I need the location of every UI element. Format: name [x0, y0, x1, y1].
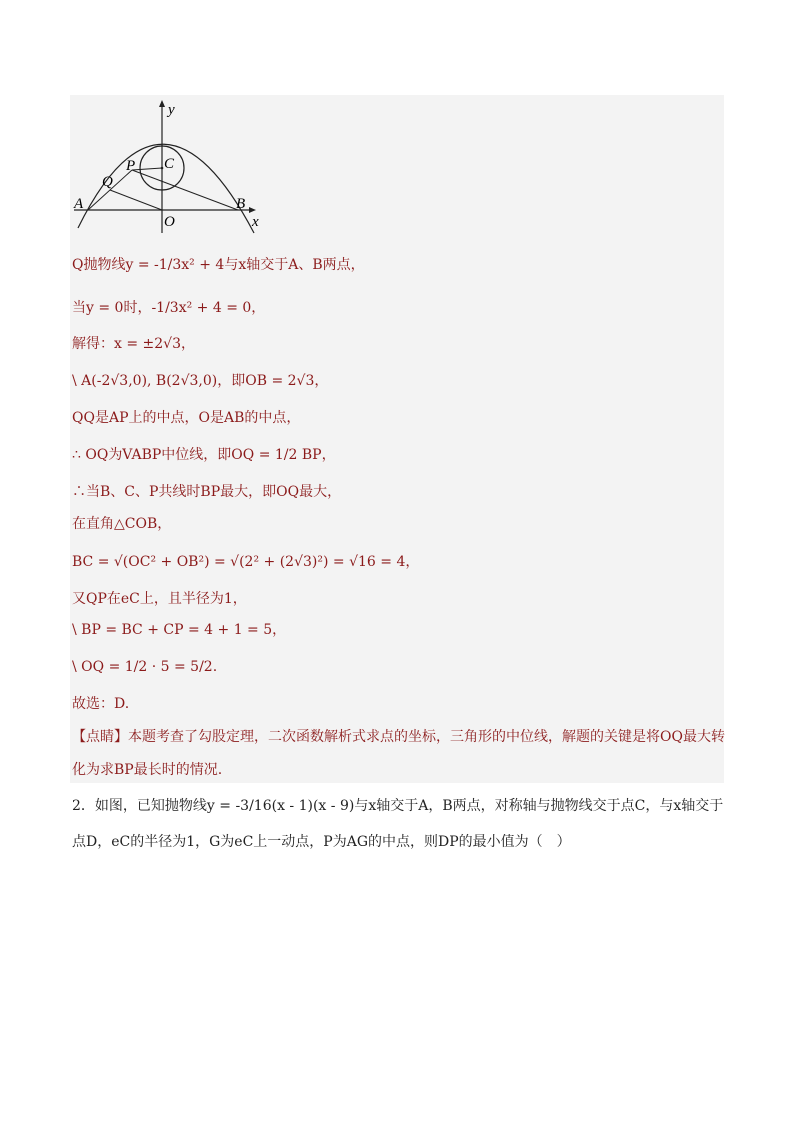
y-axis-arrow — [159, 100, 165, 107]
solution-line-9: BC = √(OC² + OB²) = √(2² + (2√3)²) = √16 = 4， — [72, 554, 420, 570]
x-axis-arrow — [249, 207, 256, 213]
label-b: B — [236, 196, 246, 212]
label-p: P — [126, 158, 136, 174]
solution-line-3: 解得：x = ±2√3， — [72, 336, 195, 352]
solution-line-5: QQ是AP上的中点，O是AB的中点， — [72, 410, 301, 426]
solution-line-8: 在直角△COB， — [72, 516, 172, 532]
solution-line-13: 故选：D. — [72, 696, 130, 712]
solution-line-4: \ A(-2√3,0), B(2√3,0)，即OB = 2√3， — [72, 373, 329, 389]
solution-line-14: 【点睛】本题考查了勾股定理，二次函数解析式求点的坐标，三角形的中位线，解题的关键是将OQ最大转 — [72, 729, 725, 745]
solution-line-12: \ OQ = 1/2 · 5 = 5/2. — [72, 659, 218, 675]
solution-line-11: \ BP = BC + CP = 4 + 1 = 5， — [72, 622, 287, 638]
solution-line-6: ∴ OQ为VABP中位线，即OQ = 1/2 BP， — [72, 447, 336, 463]
parabola-figure — [70, 98, 280, 238]
solution-line-7: ∴当B、C、P共线时BP最大，即OQ最大， — [72, 484, 342, 500]
question-2-line-2: 点D，eC的半径为1，G为eC上一动点，P为AG的中点，则DP的最小值为（ ） — [72, 834, 571, 850]
question-2-line-1: 2．如图，已知抛物线y = -3/16(x - 1)(x - 9)与x轴交于A，B两点，对称轴与抛物线交于点C，与x轴交于 — [72, 798, 724, 814]
label-y: y — [168, 102, 175, 118]
label-q: Q — [102, 174, 113, 190]
segment-pc — [132, 168, 162, 170]
solution-line-1: Q抛物线y = -1/3x² + 4与x轴交于A、B两点， — [72, 257, 365, 273]
solution-line-10: 又QP在eC上，且半径为1， — [72, 591, 247, 607]
solution-line-2: 当y = 0时，-1/3x² + 4 = 0， — [72, 300, 266, 316]
solution-line-15: 化为求BP最长时的情况. — [72, 762, 223, 778]
label-x: x — [252, 214, 259, 230]
label-a: A — [74, 196, 84, 212]
segment-oq — [110, 190, 162, 210]
segment-pb — [132, 170, 238, 210]
label-o: O — [164, 214, 175, 230]
label-c: C — [164, 156, 175, 172]
